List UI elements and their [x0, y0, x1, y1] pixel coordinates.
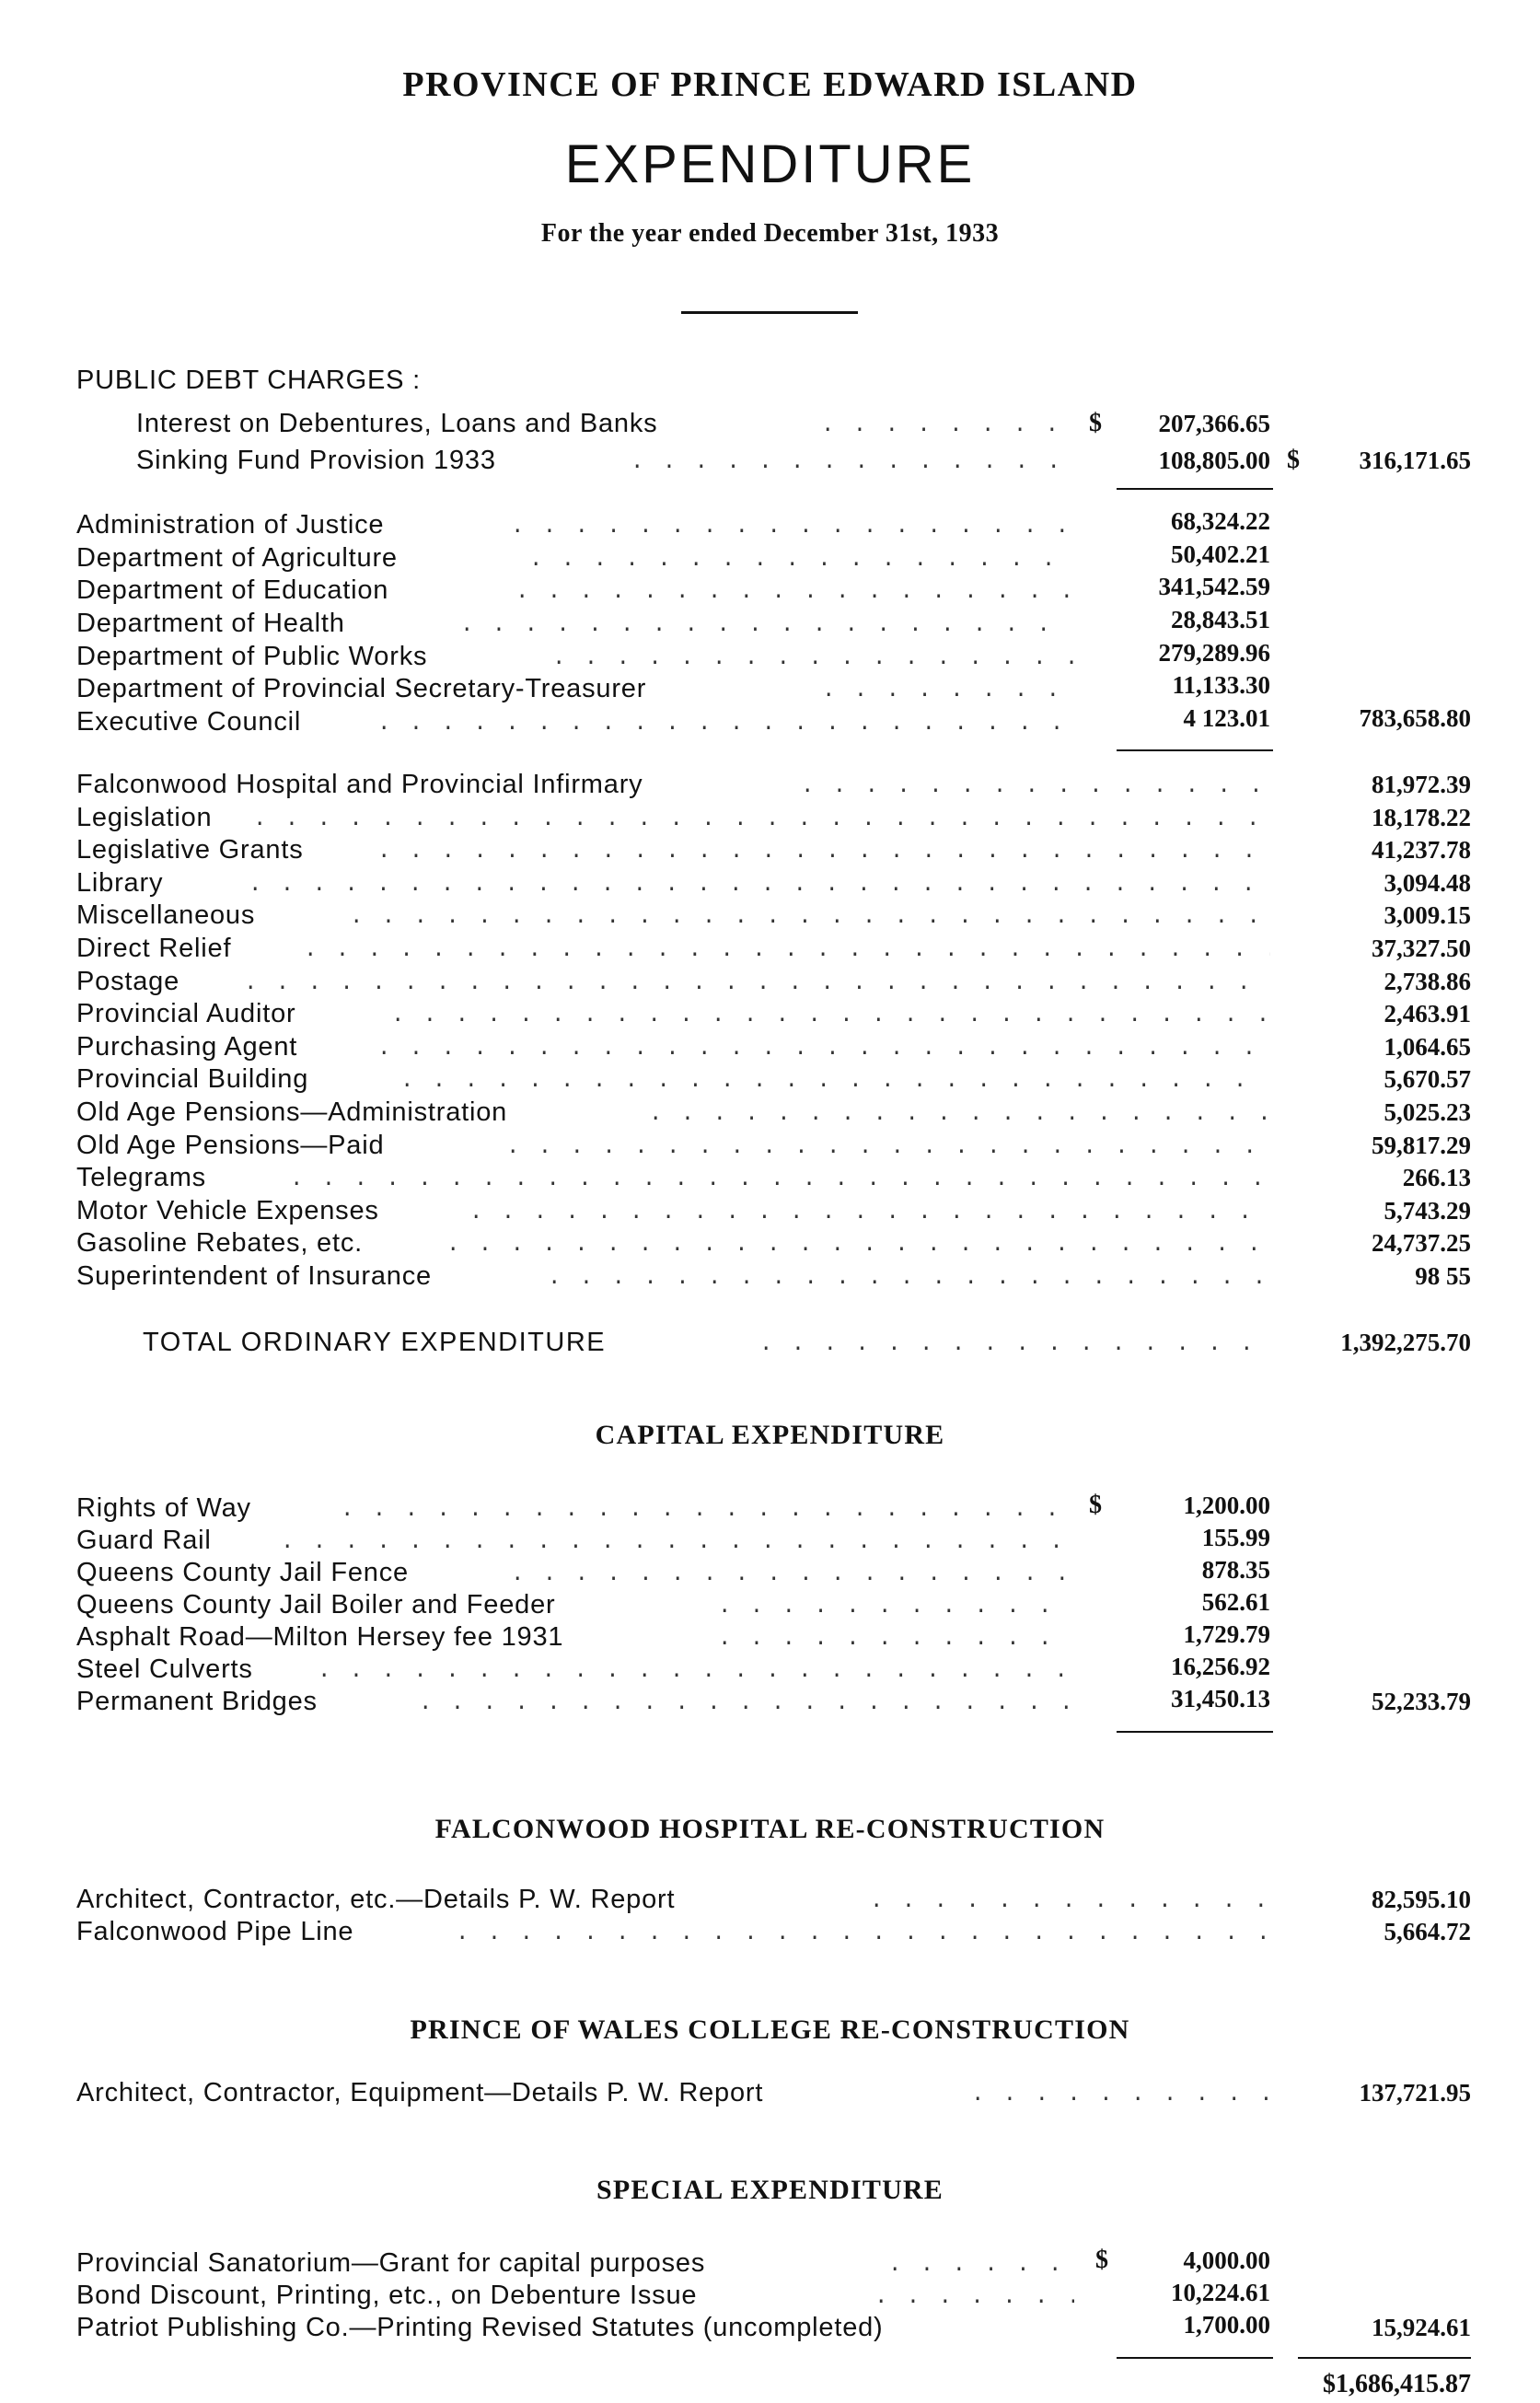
special-amount: 10,224.61: [1171, 2279, 1270, 2306]
item-total: 98 55: [1415, 1262, 1471, 1290]
capital-label: Permanent Bridges: [76, 1687, 318, 1716]
dept-label: Department of Provincial Secretary-Treasurer: [76, 674, 647, 703]
leader-dots: [718, 1591, 1074, 1624]
capital-amount: 1,200.00: [1183, 1492, 1270, 1519]
subtotal-rule: [1117, 488, 1273, 490]
dept-amount: 28,843.51: [1171, 606, 1270, 633]
subtotal-rule: [1117, 1731, 1273, 1733]
capital-label: Rights of Way: [76, 1493, 251, 1523]
leader-dots: [318, 1655, 1074, 1689]
falconwood-label: Falconwood Pipe Line: [76, 1917, 354, 1946]
capital-label: Guard Rail: [76, 1526, 212, 1555]
dept-amount: 68,324.22: [1171, 507, 1270, 535]
leader-dots: [377, 836, 1270, 869]
total-capital: 52,233.79: [1372, 1688, 1471, 1715]
capital-label: Steel Culverts: [76, 1654, 253, 1684]
item-total: 18,178.22: [1372, 804, 1471, 831]
leader-dots: [391, 1000, 1270, 1033]
falconwood-total: 5,664.72: [1384, 1918, 1471, 1945]
leader-dots: [971, 2079, 1275, 2112]
capital-amount: 155.99: [1201, 1524, 1270, 1551]
item-total: 3,094.48: [1384, 869, 1471, 897]
prince-of-wales-label: Architect, Contractor, Equipment—Details P. W. Report: [76, 2078, 764, 2107]
leader-dots: [377, 708, 1074, 741]
dept-amount: 279,289.96: [1158, 639, 1270, 667]
total-departments: 783,658.80: [1359, 704, 1471, 732]
item-label: Miscellaneous: [76, 900, 256, 930]
public-debt-label-interest: Interest on Debentures, Loans and Banks: [136, 409, 658, 438]
leader-dots: [874, 2281, 1074, 2315]
leader-dots: [511, 1559, 1074, 1592]
capital-amount: 878.35: [1201, 1556, 1270, 1584]
item-label: Motor Vehicle Expenses: [76, 1196, 379, 1225]
leader-dots: [801, 771, 1270, 804]
capital-amount: 31,450.13: [1171, 1685, 1270, 1712]
leader-dots: [870, 1886, 1275, 1919]
special-amount: 1,700.00: [1183, 2311, 1270, 2339]
dept-amount: 11,133.30: [1172, 671, 1270, 699]
item-label: Provincial Building: [76, 1064, 309, 1094]
total-ordinary-amount: 1,392,275.70: [1340, 1329, 1471, 1356]
capital-label: Queens County Jail Boiler and Feeder: [76, 1590, 556, 1619]
dept-label: Department of Agriculture: [76, 543, 398, 573]
leader-dots: [341, 1494, 1074, 1527]
province-heading: PROVINCE OF PRINCE EDWARD ISLAND: [402, 65, 1138, 104]
leader-dots: [718, 1623, 1074, 1656]
item-label: Legislation: [76, 803, 213, 832]
leader-dots: [446, 1229, 1270, 1262]
leader-dots: [249, 869, 1270, 902]
item-label: Legislative Grants: [76, 835, 304, 865]
amount-interest: 207,366.65: [1158, 410, 1270, 437]
leader-dots: [244, 968, 1270, 1001]
capital-amount: 1,729.79: [1183, 1620, 1270, 1648]
leader-dots: [822, 675, 1074, 708]
item-label: Telegrams: [76, 1163, 206, 1192]
leader-dots: [253, 804, 1270, 837]
item-label: Old Age Pensions—Paid: [76, 1131, 385, 1160]
title-divider: [681, 311, 858, 314]
dept-label: Department of Education: [76, 575, 389, 605]
total-public-debt: 316,171.65: [1359, 447, 1471, 474]
capital-amount: 16,256.92: [1171, 1653, 1270, 1680]
leader-dots: [419, 1688, 1074, 1721]
item-label: Library: [76, 868, 164, 898]
dept-label: Department of Health: [76, 609, 345, 638]
dollar-sign: $: [1089, 1491, 1102, 1519]
leader-dots: [281, 1527, 1074, 1560]
special-label: Provincial Sanatorium—Grant for capital purposes: [76, 2248, 706, 2278]
item-label: Superintendent of Insurance: [76, 1261, 432, 1291]
dollar-sign: $: [1095, 2246, 1108, 2274]
item-label: Direct Relief: [76, 934, 232, 963]
dollar-sign: $: [1287, 446, 1300, 474]
subtotal-rule: [1117, 2357, 1273, 2359]
capital-label: Queens County Jail Fence: [76, 1558, 409, 1587]
leader-dots: [529, 544, 1074, 577]
leader-dots: [506, 1132, 1270, 1165]
special-heading: SPECIAL EXPENDITURE: [596, 2175, 944, 2205]
page-subtitle: For the year ended December 31st, 1933: [540, 219, 1000, 248]
leader-dots: [290, 1164, 1270, 1197]
leader-dots: [631, 447, 1074, 480]
item-total: 41,237.78: [1372, 836, 1471, 864]
dept-label: Administration of Justice: [76, 510, 385, 540]
falconwood-heading: FALCONWOOD HOSPITAL RE-CONSTRUCTION: [434, 1814, 1106, 1844]
page-title: EXPENDITURE: [564, 134, 976, 194]
falconwood-label: Architect, Contractor, etc.—Details P. W. Report: [76, 1885, 676, 1914]
leader-dots: [304, 934, 1270, 968]
prince-of-wales-total: 137,721.95: [1359, 2079, 1471, 2107]
capital-heading: CAPITAL EXPENDITURE: [595, 1420, 945, 1450]
item-total: 37,327.50: [1372, 934, 1471, 962]
amount-sinking: 108,805.00: [1158, 447, 1270, 474]
leader-dots: [888, 2249, 1074, 2282]
item-label: Gasoline Rebates, etc.: [76, 1228, 363, 1258]
special-label: Bond Discount, Printing, etc., on Debenture Issue: [76, 2281, 698, 2310]
leader-dots: [350, 901, 1270, 934]
leader-dots: [460, 609, 1074, 643]
item-total: 24,737.25: [1372, 1229, 1471, 1257]
item-total: 5,743.29: [1384, 1197, 1471, 1225]
total-special: 15,924.61: [1372, 2314, 1471, 2341]
item-total: 2,738.86: [1384, 968, 1471, 995]
item-total: 2,463.91: [1384, 1000, 1471, 1027]
item-total: 266.13: [1402, 1164, 1471, 1191]
leader-dots: [548, 1262, 1270, 1295]
total-ordinary-label: TOTAL ORDINARY EXPENDITURE: [143, 1328, 607, 1357]
leader-dots: [649, 1098, 1270, 1132]
item-label: Provincial Auditor: [76, 999, 296, 1028]
item-label: Old Age Pensions—Administration: [76, 1097, 508, 1127]
item-total: 5,670.57: [1384, 1065, 1471, 1093]
item-total: 5,025.23: [1384, 1098, 1471, 1126]
special-label: Patriot Publishing Co.—Printing Revised Statutes (uncompleted): [76, 2313, 884, 2342]
item-total: 1,064.65: [1384, 1033, 1471, 1061]
leader-dots: [511, 511, 1074, 544]
leader-dots: [515, 576, 1074, 609]
grand-total: $1,686,415.87: [1323, 2370, 1471, 2398]
item-label: Purchasing Agent: [76, 1032, 298, 1062]
capital-amount: 562.61: [1201, 1588, 1270, 1616]
item-total: 81,972.39: [1372, 771, 1471, 798]
leader-dots: [552, 643, 1074, 676]
leader-dots: [377, 1033, 1270, 1066]
leader-dots: [400, 1065, 1270, 1098]
capital-label: Asphalt Road—Milton Hersey fee 1931: [76, 1622, 564, 1652]
subtotal-rule: [1117, 749, 1273, 751]
dept-label: Department of Public Works: [76, 642, 428, 671]
leader-dots: [821, 410, 1074, 443]
prince-of-wales-heading: PRINCE OF WALES COLLEGE RE-CONSTRUCTION: [410, 2014, 1130, 2045]
dollar-sign: $: [1089, 409, 1102, 437]
leader-dots: [759, 1329, 1270, 1362]
public-debt-heading: PUBLIC DEBT CHARGES :: [76, 366, 422, 395]
item-label: Postage: [76, 967, 180, 996]
item-total: 3,009.15: [1384, 901, 1471, 929]
public-debt-label-sinking: Sinking Fund Provision 1933: [136, 446, 496, 475]
item-total: 59,817.29: [1372, 1132, 1471, 1159]
special-amount: 4,000.00: [1183, 2246, 1270, 2274]
grand-total-rule: [1298, 2357, 1471, 2359]
dept-label: Executive Council: [76, 707, 302, 737]
leader-dots: [469, 1197, 1270, 1230]
dept-amount: 341,542.59: [1158, 573, 1270, 600]
item-label: Falconwood Hospital and Provincial Infirmary: [76, 770, 643, 799]
falconwood-total: 82,595.10: [1372, 1886, 1471, 1913]
dept-amount: 50,402.21: [1171, 540, 1270, 568]
dept-amount: 4 123.01: [1183, 704, 1270, 732]
leader-dots: [456, 1918, 1275, 1951]
